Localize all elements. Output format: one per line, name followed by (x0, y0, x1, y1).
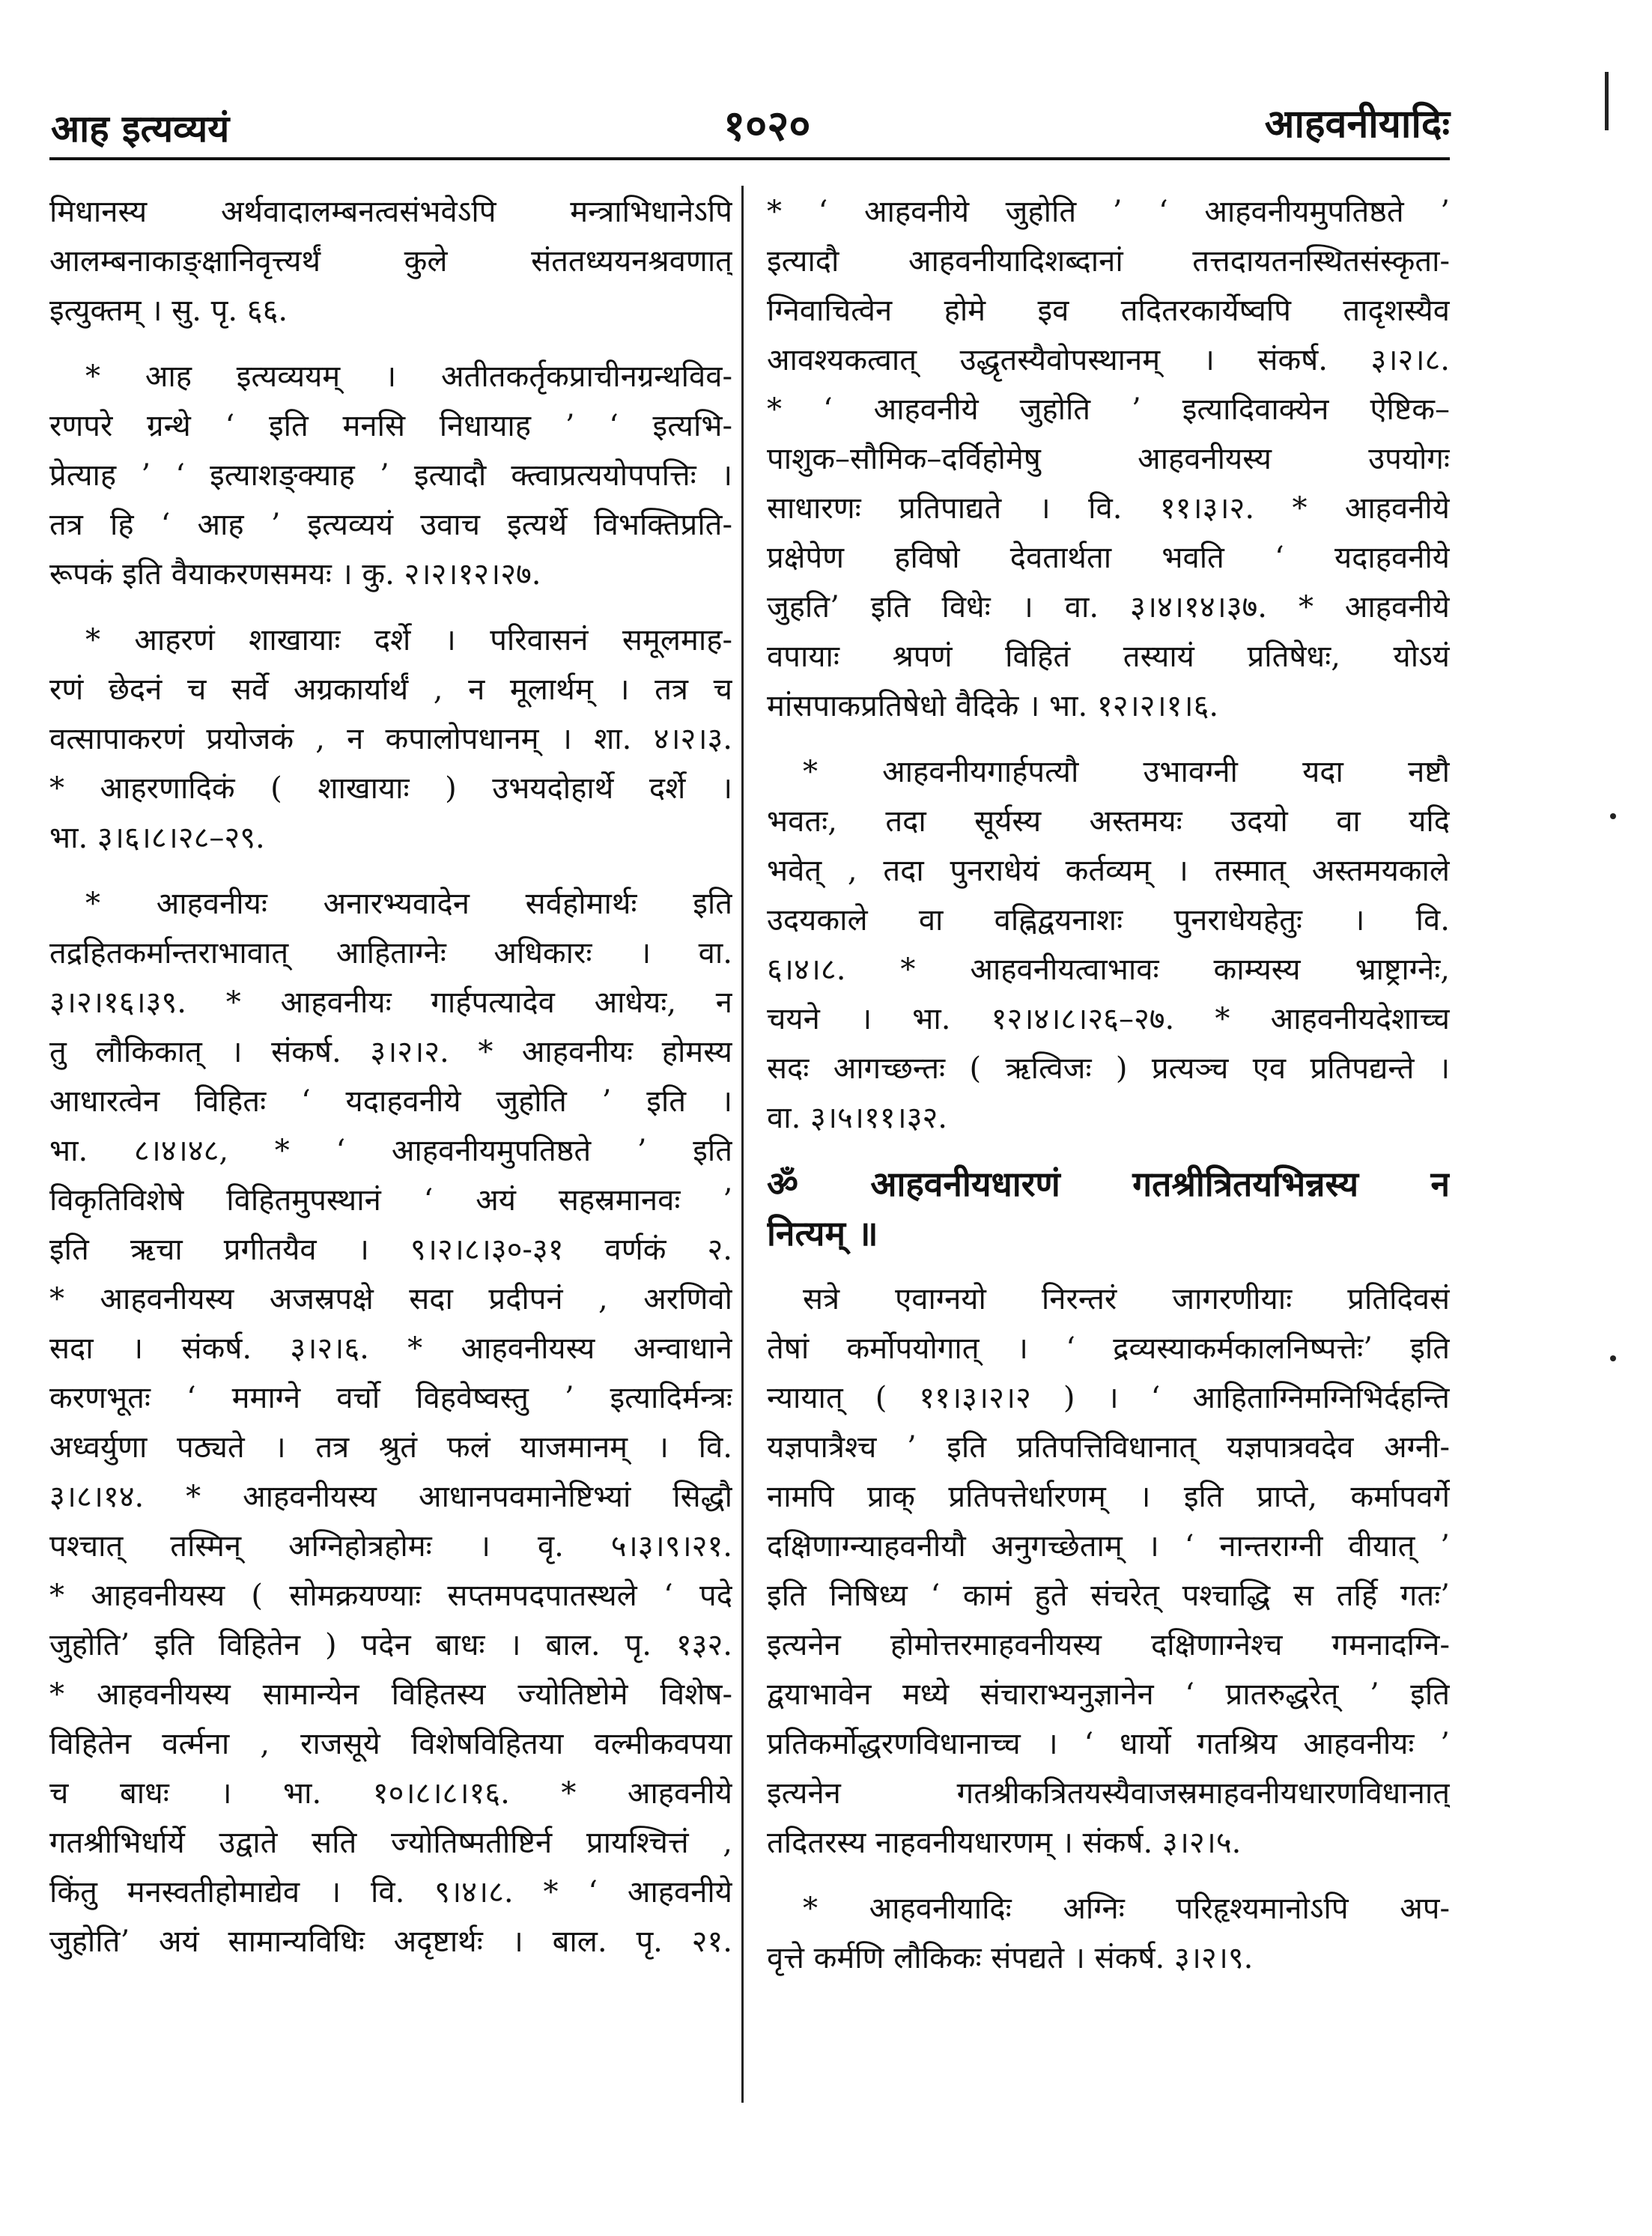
text-line: आधारत्वेन विहितः ‘ यदाहवनीये जुहोति ’ इति । (49, 1084, 732, 1119)
text-line: जुहोति’ अयं सामान्यविधिः अदृष्टार्थः । बाल. पृ. २१. (49, 1924, 732, 1959)
text-line: तु लौकिकात् । संकर्ष. ३।२।२. * आहवनीयः होमस्य (49, 1035, 732, 1069)
text-line: किंतु मनस्वतीहोमाद्येव । वि. ९।४।८. * ‘ आहवनीये (49, 1875, 732, 1910)
text-line: इति निषिध्य ‘ कामं हुते संचरेत् पश्चाद्धि स तर्हि गतः’ (767, 1579, 1450, 1613)
text-line: च बाधः । भा. १०।८।८।१६. * आहवनीये (49, 1776, 732, 1811)
text-line: ३।२।१६।३९. * आहवनीयः गार्हपत्यादेव आधेयः, न (49, 985, 732, 1020)
text-line: वपायाः श्रपणं विहितं तस्यायं प्रतिषेधः, योऽयं (767, 639, 1450, 674)
text-line: सदा । संकर्ष. ३।२।६. * आहवनीयस्य अन्वाधाने (49, 1331, 732, 1366)
scan-speck (1610, 1355, 1616, 1361)
running-header (49, 88, 1450, 160)
text-line: * ‘ आहवनीये जुहोति ’ इत्यादिवाक्येन ऐष्टिक– (767, 392, 1450, 427)
text-line: * आहवनीयस्य सामान्येन विहितस्य ज्योतिष्टोमे विशेष- (49, 1677, 732, 1712)
text-line: द्वयाभावेन मध्ये संचाराभ्यनुज्ञानेन ‘ प्रातरुद्धरेत् ’ इति (767, 1677, 1450, 1712)
text-line: वा. ३।५।११।३२. (767, 1101, 948, 1135)
text-line: सदः आगच्छन्तः ( ऋत्विजः ) प्रत्यञ्च एव प्रतिपद्यन्ते । (767, 1051, 1450, 1086)
text-line: * आहवनीयादिः अग्निः परिहृश्यमानोऽपि अप- (803, 1892, 1450, 1926)
text-line: सत्रे एवाग्नयो निरन्तरं जागरणीयाः प्रतिदिवसं (803, 1282, 1450, 1316)
text-line: करणभूतः ‘ ममाग्ने वर्चो विहवेष्वस्तु ’ इत्यादिर्मन्त्रः (49, 1381, 732, 1415)
text-line: आलम्बनाकाङ्क्षानिवृत्त्यर्थं कुले संततध्ययनश्रवणात् (49, 244, 732, 279)
page-number: १०२० (723, 101, 811, 151)
text-line: इति ऋचा प्रगीतयैव । ९।२।८।३०-३१ वर्णकं २. (49, 1233, 732, 1267)
text-line: ३।८।१४. * आहवनीयस्य आधानपवमानेष्टिभ्यां सिद्धौ (49, 1480, 732, 1514)
text-line: प्रतिकर्मोद्धरणविधानाच्च । ‘ धार्यो गतश्रिय आहवनीयः ’ (767, 1727, 1450, 1761)
right-column (767, 187, 1450, 1983)
text-line: विकृतिविशेषे विहितमुपस्थानं ‘ अयं सहस्रमानवः ’ (49, 1183, 732, 1218)
text-line: पश्चात् तस्मिन् अग्निहोत्रहोमः । वृ. ५।३।९।२१. (49, 1529, 732, 1564)
text-line: आवश्यकत्वात् उद्धृतस्यैवोपस्थानम् । संकर्ष. ३।२।८. (767, 343, 1450, 377)
text-line: भा. ३।६।८।२८–२९. (49, 821, 265, 855)
text-line: प्रक्षेपेण हविषो देवतार्थता भवति ‘ यदाहवनीये (767, 541, 1450, 575)
scan-speck (1610, 813, 1616, 819)
text-line: न्यायात् ( ११।३।२।२ ) । ‘ आहिताग्निमग्निभिर्दहन्ति (767, 1381, 1450, 1415)
text-line: पाशुक–सौमिक–दर्विहोमेषु आहवनीयस्य उपयोगः (767, 442, 1450, 476)
text-line: अध्वर्युणा पठ्यते । तत्र श्रुतं फलं याजमानम् । वि. (49, 1430, 732, 1465)
text-line: * ‘ आहवनीये जुहोति ’ ‘ आहवनीयमुपतिष्ठते ’ (767, 195, 1450, 229)
text-line: प्रेत्याह ’ ‘ इत्याशङ्क्याह ’ इत्यादौ क्त्वाप्रत्ययोपपत्तिः । (49, 458, 732, 493)
text-line: चयने । भा. १२।४।८।२६–२७. * आहवनीयदेशाच्च (767, 1002, 1450, 1036)
text-line: विहितेन वर्त्मना , राजसूये विशेषविहितया वल्मीकवपया (49, 1727, 732, 1761)
text-line: * आहरणं शाखायाः दर्शे । परिवासनं समूलमाह- (85, 623, 732, 657)
text-line: रणं छेदनं च सर्वे अग्रकार्यार्थं , न मूलार्थम् । तत्र च (49, 672, 732, 707)
text-line: नित्यम् ॥ (767, 1213, 878, 1254)
text-line: तद्रहितकर्मान्तराभावात् आहिताग्नेः अधिकारः । वा. (49, 936, 732, 970)
text-line: ॐ आहवनीयधारणं गतश्रीत्रितयभिन्नस्य न (767, 1164, 1450, 1204)
text-line: इत्यनेन होमोत्तरमाहवनीयस्य दक्षिणाग्नेश्च गमनादग्नि- (767, 1628, 1450, 1662)
text-line: * आहवनीयस्य अजस्रपक्षे सदा प्रदीपनं , अरणिवो (49, 1282, 732, 1316)
text-line: इत्यादौ आहवनीयादिशब्दानां तत्तदायतनस्थितसंस्कृता- (767, 244, 1450, 279)
scan-edge-mark (1605, 72, 1609, 130)
text-line: भवेत् , तदा पुनराधेयं कर्तव्यम् । तस्मात् अस्तमयकाले (767, 854, 1450, 888)
header-left-title: आह इत्यव्ययं (51, 106, 230, 151)
text-line: उदयकाले वा वह्निद्वयनाशः पुनराधेयहेतुः । वि. (767, 903, 1450, 938)
header-right-title: आहवनीयादिः (1264, 101, 1450, 147)
text-line: जुहोति’ इति विहितेन ) पदेन बाधः । बाल. पृ. १३२. (49, 1628, 732, 1662)
text-line: यज्ञपात्रैश्च ’ इति प्रतिपत्तिविधानात् यज्ञपात्रवदेव अग्नी- (767, 1430, 1450, 1465)
text-line: तदितरस्य नाहवनीयधारणम् । संकर्ष. ३।२।५. (767, 1826, 1242, 1860)
text-line: वत्सापाकरणं प्रयोजकं , न कपालोपधानम् । शा. ४।२।३. (49, 722, 732, 756)
left-column (49, 187, 732, 1966)
text-line: * आहवनीयः अनारभ्यवादेन सर्वहोमार्थः इति (85, 887, 732, 921)
text-line: * आहवनीयगार्हपत्यौ उभावग्नी यदा नष्टौ (803, 755, 1450, 789)
text-line: इत्यनेन गतश्रीकत्रितयस्यैवाजस्रमाहवनीयधारणविधानात् (767, 1776, 1450, 1811)
text-line: * आहरणादिकं ( शाखायाः ) उभयदोहार्थे दर्शे । (49, 771, 732, 806)
text-line: साधारणः प्रतिपाद्यते । वि. ११।३।२. * आहवनीये (767, 491, 1450, 526)
text-line: रणपरे ग्रन्थे ‘ इति मनसि निधायाह ’ ‘ इत्यभि- (49, 409, 732, 443)
text-line: ६।४।८. * आहवनीयत्वाभावः काम्यस्य भ्राष्ट्राग्नेः, (767, 953, 1450, 987)
text-line: मिधानस्य अर्थवादालम्बनत्वसंभवेऽपि मन्त्राभिधानेऽपि (49, 195, 732, 229)
text-line: रूपकं इति वैयाकरणसमयः । कु. २।२।१२।२७. (49, 557, 541, 592)
text-line: तेषां कर्मोपयोगात् । ‘ द्रव्यस्याकर्मकालनिष्पत्तेः’ इति (767, 1331, 1450, 1366)
text-line: * आहवनीयस्य ( सोमक्रयण्याः सप्तमपदपातस्थले ‘ पदे (49, 1579, 732, 1613)
text-line: मांसपाकप्रतिषेधो वैदिके । भा. १२।२।१।६. (767, 689, 1219, 723)
text-line: * आह इत्यव्ययम् । अतीतकर्तृकप्राचीनग्रन्थविव- (85, 359, 732, 394)
text-line: दक्षिणाग्न्याहवनीयौ अनुगच्छेताम् । ‘ नान्तराग्नी वीयात् ’ (767, 1529, 1450, 1564)
text-line: वृत्ते कर्मणि लौकिकः संपद्यते । संकर्ष. ३।२।९. (767, 1941, 1254, 1975)
column-divider (741, 186, 744, 2103)
text-line: नामपि प्राक् प्रतिपत्तेर्धारणम् । इति प्राप्ते, कर्मापवर्गे (767, 1480, 1450, 1514)
text-line: तत्र हि ‘ आह ’ इत्यव्ययं उवाच इत्यर्थे विभक्तिप्रति- (49, 508, 732, 542)
text-line: जुहति’ इति विधेः । वा. ३।४।१४।३७. * आहवनीये (767, 590, 1450, 625)
text-line: इत्युक्तम् । सु. पृ. ६६. (49, 294, 288, 328)
text-line: ग्निवाचित्वेन होमे इव तदितरकार्येष्वपि तादृशस्यैव (767, 294, 1450, 328)
text-line: भा. ८।४।४८, * ‘ आहवनीयमुपतिष्ठते ’ इति (49, 1134, 732, 1168)
text-line: गतश्रीभिर्धार्ये उद्वाते सति ज्योतिष्मतीष्टिर्न प्रायश्चित्तं , (49, 1826, 732, 1860)
text-line: भवतः, तदा सूर्यस्य अस्तमयः उदयो वा यदि (767, 804, 1450, 839)
